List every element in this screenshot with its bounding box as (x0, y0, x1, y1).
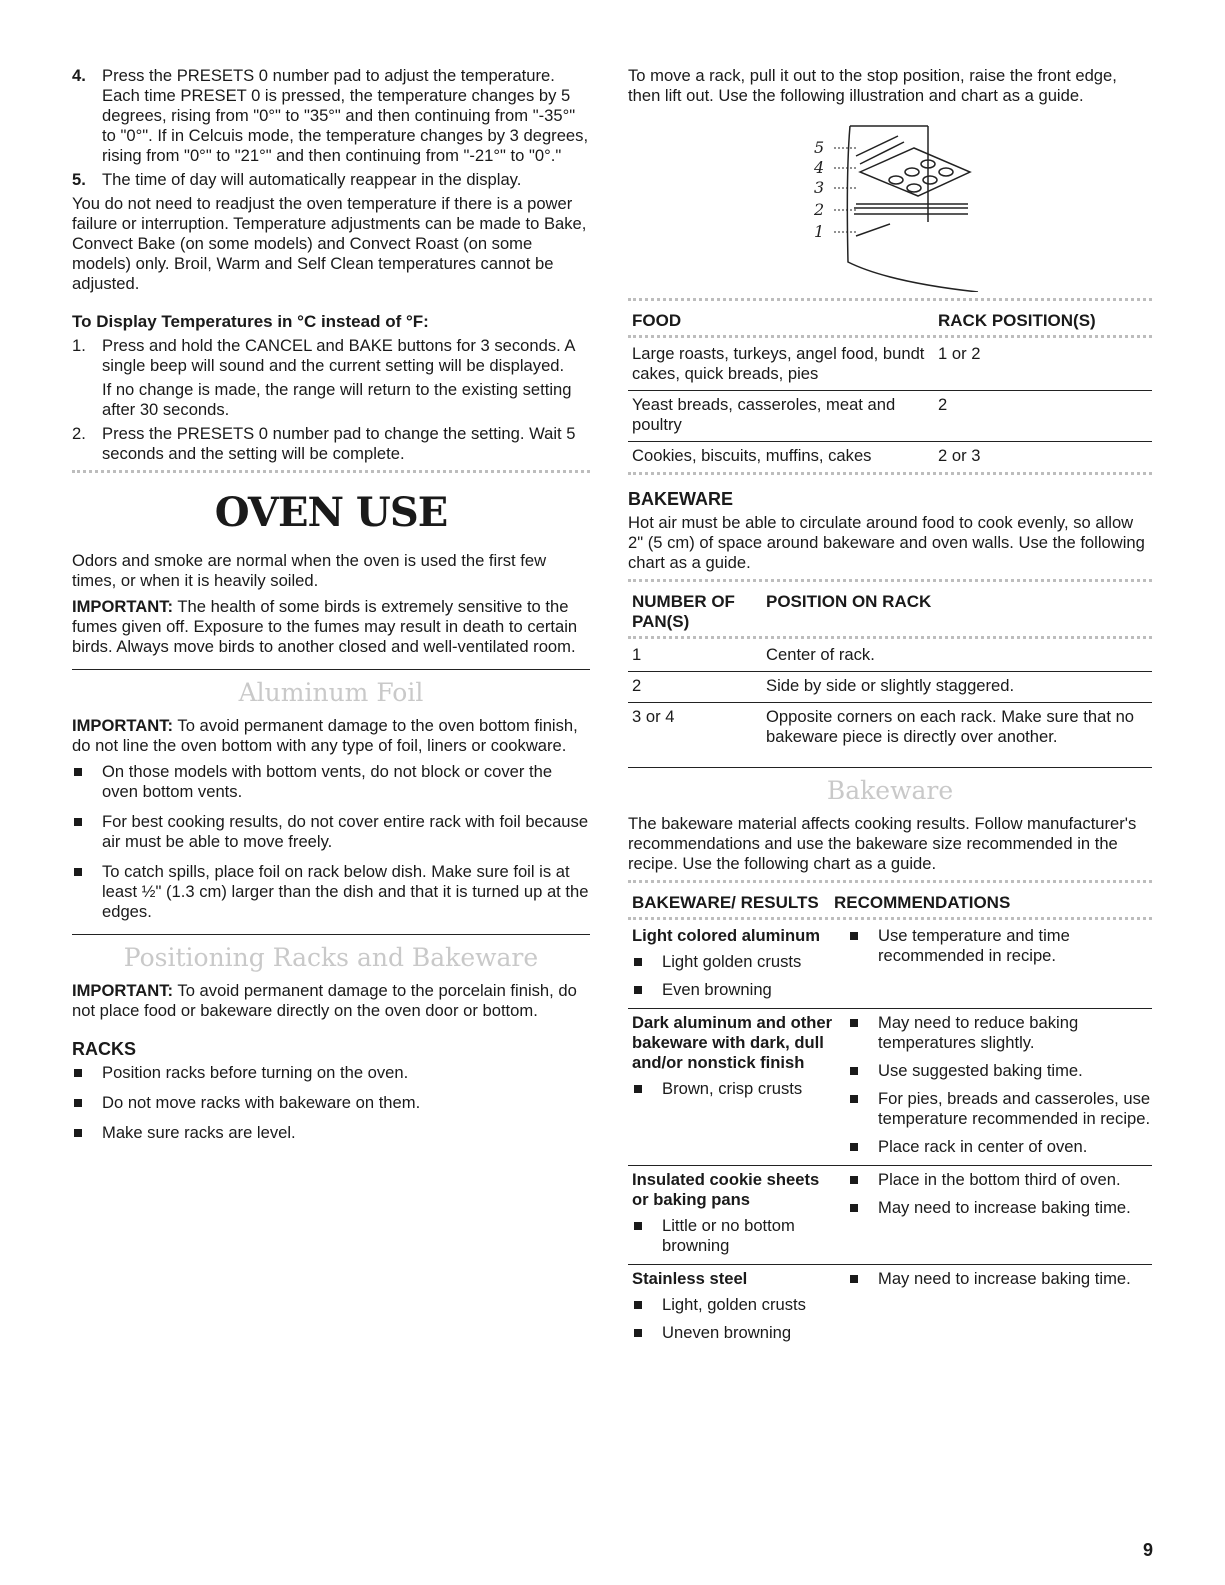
rack-position-column-header: RACK POSITION(S) (938, 311, 1096, 330)
important-label: IMPORTANT: (72, 981, 174, 1000)
recommendation-item: Use suggested baking time. (848, 1061, 1152, 1081)
positioning-title: Positioning Racks and Bakeware (123, 943, 539, 972)
recommendations-header: RECOMMENDATIONS (834, 893, 1011, 912)
step-text: Press and hold the CANCEL and BAKE buttons for 3 seconds. A single beep will sound and the current setting will be displayed. (102, 336, 575, 375)
recommendation-list (848, 1269, 1152, 1289)
recommendation-cell (848, 1170, 1152, 1264)
oven-use-title: OVEN USE (214, 489, 448, 536)
racks-bullet-list (72, 1063, 590, 1143)
bullet-item: Position racks before turning on the oven. (72, 1063, 590, 1083)
step-text: The time of day will automatically reappear in the display. (102, 170, 522, 189)
positioning-paragraph (72, 981, 590, 1021)
material-paragraph: The bakeware material affects cooking results. Follow manufacturer's recommendations and use the bakeware size recommended in the recipe. Use the following chart as a guide. (628, 814, 1137, 873)
recommendations-table-header (628, 889, 1152, 915)
divider (72, 934, 590, 935)
bakeware-cell (632, 1269, 848, 1351)
table-row (628, 391, 1152, 442)
food-column-header: FOOD (632, 311, 682, 330)
numbered-step (72, 66, 590, 166)
result-item: Even browning (632, 980, 834, 1000)
results-list (632, 1079, 834, 1099)
important-label: IMPORTANT: (72, 597, 174, 616)
table-row (628, 672, 1152, 703)
bakeware-heading: BAKEWARE (628, 489, 734, 509)
result-item: Light golden crusts (632, 952, 834, 972)
display-temperatures-heading: To Display Temperatures in °C instead of °F: (72, 312, 429, 331)
recommendation-item: For pies, breads and casseroles, use temperature recommended in recipe. (848, 1089, 1152, 1129)
step-number: 4. (72, 66, 86, 85)
aluminum-foil-title: Aluminum Foil (238, 678, 424, 707)
bakeware-name: Stainless steel (632, 1269, 748, 1288)
recommendation-item: May need to increase baking time. (848, 1198, 1152, 1218)
food-cell: Large roasts, turkeys, angel food, bundt cakes, quick breads, pies (632, 344, 925, 383)
racks-heading: RACKS (72, 1039, 137, 1059)
odors-paragraph: Odors and smoke are normal when the oven is used the first few times, or when it is heavily soiled. (72, 551, 547, 590)
recommendations-table-body (628, 922, 1152, 1351)
position-cell: Center of rack. (766, 645, 875, 664)
food-cell: Yeast breads, casseroles, meat and poultry (632, 395, 896, 434)
bakeware-cell (632, 1013, 848, 1165)
foil-bullet-list (72, 762, 590, 922)
results-list (632, 1216, 834, 1256)
divider (628, 880, 1152, 883)
temperature-steps (72, 66, 590, 190)
recommendation-list (848, 1170, 1152, 1218)
table-row (628, 922, 1152, 1009)
rack-label-2: 2 (814, 200, 825, 219)
rack-position-illustration (628, 112, 1152, 292)
display-steps (72, 336, 590, 464)
birds-paragraph (72, 597, 590, 657)
pan-table-header (628, 588, 1152, 634)
recommendation-item: Place rack in center of oven. (848, 1137, 1152, 1157)
divider (628, 298, 1152, 301)
divider (628, 767, 1152, 768)
numbered-step (72, 424, 590, 464)
step-number: 5. (72, 170, 86, 189)
page-number: 9 (1142, 1540, 1153, 1560)
divider (628, 917, 1152, 920)
rack-label-5: 5 (814, 138, 825, 157)
table-row (628, 340, 1152, 391)
bakeware-title: Bakeware (826, 776, 954, 805)
recommendation-list (848, 926, 1152, 966)
bakeware-name: Light colored aluminum (632, 926, 821, 945)
result-item: Light, golden crusts (632, 1295, 834, 1315)
bakeware-cell (632, 1170, 848, 1264)
numbered-step (72, 170, 590, 190)
divider (628, 335, 1152, 338)
food-table-header (628, 307, 1152, 333)
rack-position-cell: 1 or 2 (938, 344, 981, 363)
position-on-rack-header: POSITION ON RACK (766, 592, 932, 611)
step-text: Press the PRESETS 0 number pad to change the setting. Wait 5 seconds and the setting will be complete. (102, 424, 576, 463)
bakeware-paragraph: Hot air must be able to circulate around food to cook evenly, so allow 2" (5 cm) of space around bakeware and oven walls. Use the following chart as a guide. (628, 513, 1145, 572)
oven-rack-diagram (628, 112, 1152, 292)
results-list (632, 1295, 834, 1343)
recommendation-cell (848, 1269, 1152, 1351)
step-note: If no change is made, the range will return to the existing setting after 30 seconds. (102, 380, 572, 419)
bullet-item: Do not move racks with bakeware on them. (72, 1093, 590, 1113)
bullet-item: On those models with bottom vents, do not block or cover the oven bottom vents. (72, 762, 590, 802)
divider (72, 669, 590, 670)
important-label: IMPORTANT: (72, 716, 174, 735)
table-row (628, 442, 1152, 472)
position-cell: Opposite corners on each rack. Make sure that no bakeware piece is directly over another. (766, 707, 1135, 746)
bakeware-name: Insulated cookie sheets or baking pans (632, 1170, 820, 1209)
pan-count-cell: 1 (632, 645, 642, 664)
readjust-paragraph: You do not need to readjust the oven temperature if there is a power failure or interruption. Temperature adjustments can be made to Bake, Convect Bake (on some models) and Convect Roast (on some models) only. Broil, Warm and Self Clean temperatures cannot be adjusted. (72, 194, 587, 293)
results-list (632, 952, 834, 1000)
step-number: 2. (72, 424, 86, 443)
bullet-item: For best cooking results, do not cover entire rack with foil because air must be able to move freely. (72, 812, 590, 852)
move-rack-paragraph: To move a rack, pull it out to the stop position, raise the front edge, then lift out. Use the following illustration and chart as a guide. (628, 66, 1117, 105)
positioning-text: To avoid permanent damage to the porcelain finish, do not place food or bakeware directly on the oven door or bottom. (72, 981, 577, 1020)
numbered-step (72, 336, 590, 420)
right-column (628, 66, 1152, 1351)
pan-table-body (628, 641, 1152, 753)
divider (72, 470, 590, 473)
result-item: Uneven browning (632, 1323, 834, 1343)
food-table-body (628, 340, 1152, 472)
rack-label-1: 1 (814, 222, 825, 241)
recommendation-list (848, 1013, 1152, 1157)
bullet-item: Make sure racks are level. (72, 1123, 590, 1143)
recommendation-item: May need to increase baking time. (848, 1269, 1152, 1289)
table-row (628, 703, 1152, 753)
recommendation-item: Use temperature and time recommended in recipe. (848, 926, 1152, 966)
bullet-item: To catch spills, place foil on rack below dish. Make sure foil is at least ½" (1.3 cm) larger than the dish and that it is turned up at the edges. (72, 862, 590, 922)
left-column (72, 66, 590, 1153)
pan-count-cell: 3 or 4 (632, 707, 675, 726)
food-cell: Cookies, biscuits, muffins, cakes (632, 446, 872, 465)
foil-paragraph (72, 716, 590, 756)
rack-label-3: 3 (814, 178, 825, 197)
recommendation-item: Place in the bottom third of oven. (848, 1170, 1152, 1190)
foil-text: To avoid permanent damage to the oven bottom finish, do not line the oven bottom with any type of foil, liners or cookware. (72, 716, 578, 755)
rack-label-4: 4 (814, 158, 825, 177)
rack-position-cell: 2 or 3 (938, 446, 981, 465)
result-item: Little or no bottom browning (632, 1216, 834, 1256)
bakeware-results-header: BAKEWARE/ RESULTS (632, 893, 819, 912)
position-cell: Side by side or slightly staggered. (766, 676, 1015, 695)
table-row (628, 1265, 1152, 1351)
rack-position-cell: 2 (938, 395, 948, 414)
table-row (628, 1166, 1152, 1265)
birds-text: The health of some birds is extremely sensitive to the fumes given off. Exposure to the fumes may result in death to certain birds. Always move birds to another closed and well-ventilated room. (72, 597, 578, 656)
number-of-pans-header: NUMBER OF PAN(S) (632, 592, 735, 631)
divider (628, 472, 1152, 475)
result-item: Brown, crisp crusts (632, 1079, 834, 1099)
divider (628, 579, 1152, 582)
table-row (628, 641, 1152, 672)
pan-count-cell: 2 (632, 676, 642, 695)
bakeware-cell (632, 926, 848, 1008)
step-number: 1. (72, 336, 86, 355)
recommendation-cell (848, 1013, 1152, 1165)
step-text: Press the PRESETS 0 number pad to adjust the temperature. Each time PRESET 0 is pressed, the temperature changes by 5 degrees, rising from "0°" to "35°" and then continuing from "-35°" to "0°". If in Celcuis mode, the temperature changes by 3 degrees, rising from "0°" to "21°" and then continuing from "-21°" to "0°." (102, 66, 589, 165)
table-row (628, 1009, 1152, 1166)
divider (628, 636, 1152, 639)
bakeware-name: Dark aluminum and other bakeware with dark, dull and/or nonstick finish (632, 1013, 833, 1072)
recommendation-cell (848, 926, 1152, 1008)
recommendation-item: May need to reduce baking temperatures slightly. (848, 1013, 1152, 1053)
